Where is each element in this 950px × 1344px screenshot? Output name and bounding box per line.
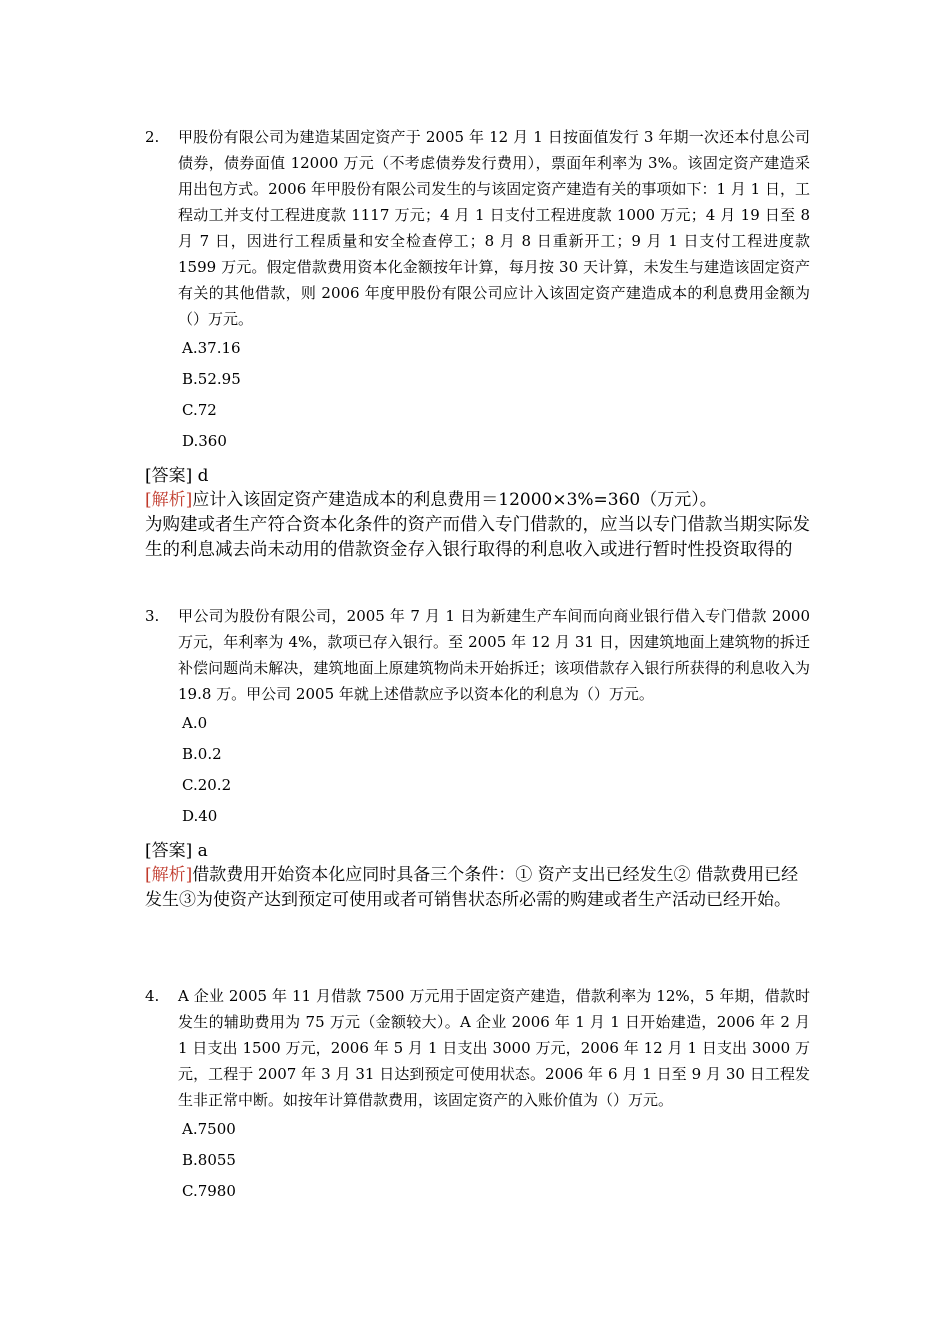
option-c: C.7980 <box>182 1182 236 1200</box>
analysis-tag: [解析] <box>145 490 193 510</box>
option-a: A.0 <box>182 714 208 732</box>
analysis-text: 应计入该固定资产建造成本的利息费用＝12000×3%=360（万元）。 <box>192 490 717 510</box>
question-2 <box>145 124 810 563</box>
analysis-extra-text: 为购建或者生产符合资本化条件的资产而借入专门借款的，应当以专门借款当期实际发生的利息减去尚未动用的借款资金存入银行取得的利息收入或进行暂时性投资取得的 <box>145 515 810 560</box>
options-list <box>182 338 810 462</box>
option-a: A.37.16 <box>182 339 241 357</box>
question-text: A 企业 2005 年 11 月借款 7500 万元用于固定资产建造，借款利率为 12%，5 年期，借款时发生的辅助费用为 75 万元（金额较大）。A 企业 2006 年 1 月 1 日开始建造，2006 年 2 月 1 日支出 1500 万元，2006 年 5 月 1 日支出 3000 万元，2006 年 12 月 1 日支出 3000 万元，工程于 2007 年 3 月 31 日达到预定可使用状态。2006 年 6 月 1 日至 9 月 30 日工程发生非正常中断。如按年计算借款费用，该固定资产的入账价值为（）万元。 <box>178 987 810 1109</box>
option-a: A.7500 <box>182 1120 236 1138</box>
option-d: D.40 <box>182 807 218 825</box>
analysis-paragraph <box>145 488 810 513</box>
option-c: C.72 <box>182 401 217 419</box>
option-c: C.20.2 <box>182 776 232 794</box>
option-b: B.52.95 <box>182 370 241 388</box>
question-number: 4. <box>145 987 160 1005</box>
options-list <box>182 1119 810 1212</box>
question-number: 2. <box>145 128 160 146</box>
question-text: 甲股份有限公司为建造某固定资产于 2005 年 12 月 1 日按面值发行 3 年期一次还本付息公司债券，债券面值 12000 万元（不考虑债券发行费用），票面年利率为 3%。该固定资产建造采用出包方式。2006 年甲股份有限公司发生的与该固定资产建造有关的事项如下：1 月 1 日，工程动工并支付工程进度款 1117 万元；4 月 1 日支付工程进度款 1000 万元；4 月 19 日至 8 月 7 日，因进行工程质量和安全检查停工；8 月 8 日重新开工；9 月 1 日支付工程进度款 1599 万元。假定借款费用资本化金额按年计算，每月按 30 天计算，未发生与建造该固定资产有关的其他借款，则 2006 年度甲股份有限公司应计入该固定资产建造成本的利息费用金额为 （）万元。 <box>178 128 810 328</box>
option-b: B.8055 <box>182 1151 236 1169</box>
answer-line: [答案] a <box>145 841 208 861</box>
question-3 <box>145 603 810 913</box>
question-text: 甲公司为股份有限公司，2005 年 7 月 1 日为新建生产车间而向商业银行借入专门借款 2000 万元，年利率为 4%，款项已存入银行。至 2005 年 12 月 31 日，因建筑地面上建筑物的拆迁补偿问题尚未解决，建筑地面上原建筑物尚未开始拆迁；该项借款存入银行所获得的利息收入为 19.8 万。甲公司 2005 年就上述借款应予以资本化的利息为（）万元。 <box>178 607 810 703</box>
analysis-text: 借款费用开始资本化应同时具备三个条件：① 资产支出已经发生② 借款费用已经发生③为使资产达到预定可使用或者可销售状态所必需的购建或者生产活动已经开始。 <box>145 865 799 910</box>
options-list <box>182 713 810 837</box>
option-b: B.0.2 <box>182 745 222 763</box>
option-d: D.360 <box>182 432 227 450</box>
question-4 <box>145 983 810 1212</box>
analysis-paragraph <box>145 863 810 913</box>
question-4-header <box>145 983 810 1113</box>
question-2-header <box>145 124 810 332</box>
question-3-header <box>145 603 810 707</box>
question-number: 3. <box>145 607 160 625</box>
answer-line: [答案] d <box>145 466 209 486</box>
analysis-tag: [解析] <box>145 865 193 885</box>
